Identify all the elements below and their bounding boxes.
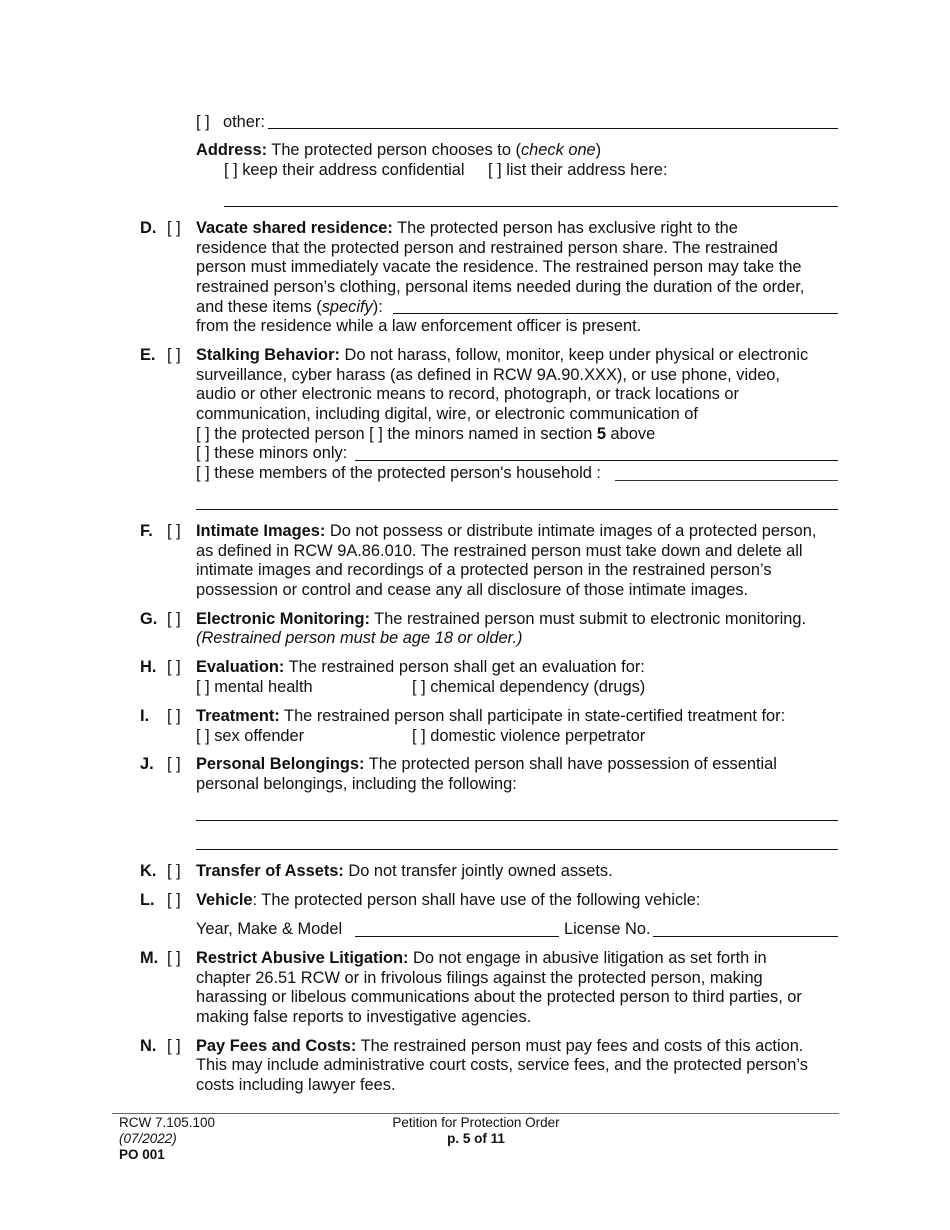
vacate-items-field[interactable] [393,313,838,314]
section-letter-n: N. [140,1037,157,1055]
vacate-residence-line: from the residence while a law enforcement officer is present. [196,317,642,335]
intimate-images-line: intimate images and recordings of a protected person in the restrained person’s [196,561,772,579]
mental-health-option[interactable]: [ ] mental health [196,678,313,696]
stalking-household-option[interactable]: [ ] these members of the protected person's household : [196,464,601,482]
electronic-monitoring-note: (Restrained person must be age 18 or older.) [196,629,523,647]
stalking-minors-option[interactable]: [ ] these minors only: [196,444,348,462]
footer-page-number: p. 5 of 11 [447,1131,505,1146]
section-letter-d: D. [140,219,157,237]
pay-fees-text: Pay Fees and Costs: The restrained person must pay fees and costs of this action. [196,1037,804,1055]
personal-belongings-checkbox[interactable]: [ ] [167,755,181,773]
section-letter-l: L. [140,891,155,909]
electronic-monitoring-checkbox[interactable]: [ ] [167,610,181,628]
vacate-residence-text: Vacate shared residence: The protected person has exclusive right to the [196,219,738,237]
abusive-litigation-line: chapter 26.51 RCW or in frivolous filings against the protected person, making [196,969,763,987]
stalking-text: Stalking Behavior: Do not harass, follow, monitor, keep under physical or electronic [196,346,809,364]
footer-title: Petition for Protection Order [392,1115,560,1130]
footer-date: (07/2022) [119,1131,177,1146]
stalking-protected-options[interactable]: [ ] the protected person [ ] the minors named in section 5 above [196,425,656,443]
pay-fees-line: This may include administrative court costs, service fees, and the protected person’s [196,1056,808,1074]
treatment-checkbox[interactable]: [ ] [167,707,181,725]
vehicle-checkbox[interactable]: [ ] [167,891,181,909]
stalking-line: audio or other electronic means to record, photograph, or track locations or [196,385,740,403]
section-letter-m: M. [140,949,159,967]
stalking-minors-field[interactable] [355,460,838,461]
other-label: other: [223,113,265,131]
vehicle-license-field[interactable] [653,936,838,937]
section-letter-e: E. [140,346,156,364]
section-letter-k: K. [140,862,157,880]
section-letter-g: G. [140,610,158,628]
abusive-litigation-line: making false reports to investigative agencies. [196,1008,532,1026]
stalking-household-field[interactable] [615,480,838,481]
abusive-litigation-checkbox[interactable]: [ ] [167,949,181,967]
electronic-monitoring-text: Electronic Monitoring: The restrained person must submit to electronic monitoring. [196,610,806,628]
other-field[interactable] [268,128,838,129]
personal-belongings-text: Personal Belongings: The protected person shall have possession of essential [196,755,777,773]
vacate-residence-line: residence that the protected person and restrained person share. The restrained [196,239,778,257]
intimate-images-line: possession or control and cease any all disclosure of those intimate images. [196,581,749,599]
stalking-checkbox[interactable]: [ ] [167,346,181,364]
transfer-assets-text: Transfer of Assets: Do not transfer jointly owned assets. [196,862,613,880]
footer-rcw: RCW 7.105.100 [119,1115,216,1130]
section-letter-h: H. [140,658,157,676]
abusive-litigation-text: Restrict Abusive Litigation: Do not engage in abusive litigation as set forth in [196,949,767,967]
section-letter-j: J. [140,755,154,773]
stalking-household-field-2[interactable] [196,509,838,510]
stalking-line: communication, including digital, wire, or electronic communication of [196,405,698,423]
other-checkbox[interactable]: [ ] [196,113,210,131]
personal-belongings-field-2[interactable] [196,849,838,850]
footer-form-number: PO 001 [119,1147,165,1162]
vacate-residence-checkbox[interactable]: [ ] [167,219,181,237]
personal-belongings-line: personal belongings, including the following: [196,775,517,793]
vacate-residence-line: person must immediately vacate the residence. The restrained person may take the [196,258,802,276]
intimate-images-line: as defined in RCW 9A.86.010. The restrained person must take down and delete all [196,542,803,560]
transfer-assets-checkbox[interactable]: [ ] [167,862,181,880]
treatment-text: Treatment: The restrained person shall participate in state-certified treatment for: [196,707,786,725]
domestic-violence-option[interactable]: [ ] domestic violence perpetrator [412,727,646,745]
address-line: Address: The protected person chooses to (check one) [196,141,602,159]
evaluation-text: Evaluation: The restrained person shall get an evaluation for: [196,658,645,676]
personal-belongings-field-1[interactable] [196,820,838,821]
vehicle-license-label: License No. [564,920,651,938]
intimate-images-text: Intimate Images: Do not possess or distribute intimate images of a protected person, [196,522,817,540]
abusive-litigation-line: harassing or libelous communications about the protected person to third parties, or [196,988,802,1006]
pay-fees-line: costs including lawyer fees. [196,1076,396,1094]
vehicle-year-label: Year, Make & Model [196,920,343,938]
evaluation-checkbox[interactable]: [ ] [167,658,181,676]
pay-fees-checkbox[interactable]: [ ] [167,1037,181,1055]
vehicle-text: Vehicle: The protected person shall have use of the following vehicle: [196,891,701,909]
sex-offender-option[interactable]: [ ] sex offender [196,727,305,745]
address-confidential-option[interactable]: [ ] keep their address confidential [224,161,465,179]
vehicle-year-field[interactable] [355,936,559,937]
address-field[interactable] [224,206,838,207]
stalking-line: surveillance, cyber harass (as defined in RCW 9A.90.XXX), or use phone, video, [196,366,780,384]
intimate-images-checkbox[interactable]: [ ] [167,522,181,540]
address-list-option[interactable]: [ ] list their address here: [488,161,668,179]
section-letter-f: F. [140,522,153,540]
vacate-residence-line: and these items (specify): [196,298,383,316]
chemical-dependency-option[interactable]: [ ] chemical dependency (drugs) [412,678,646,696]
footer-divider [112,1113,839,1114]
vacate-residence-line: restrained person’s clothing, personal items needed during the duration of the order, [196,278,805,296]
section-letter-i: I. [140,707,150,725]
